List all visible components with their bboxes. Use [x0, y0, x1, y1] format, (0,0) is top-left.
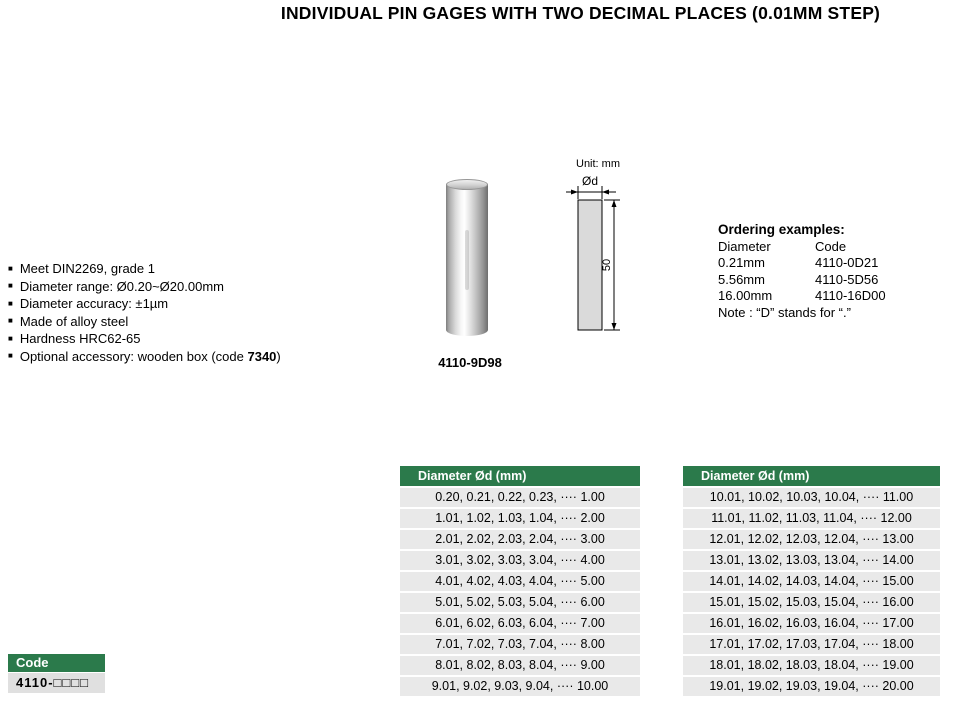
page-title: INDIVIDUAL PIN GAGES WITH TWO DECIMAL PLACES (0.01MM STEP) [280, 3, 881, 23]
feature-item [8, 348, 281, 366]
model-number: 4110-9D98 [438, 355, 502, 370]
code-header: Code [8, 654, 105, 672]
ordering-row [718, 288, 886, 304]
feature-text: Meet DIN2269, grade 1 [19, 261, 155, 277]
table-row: 7.01, 7.02, 7.03, 7.04, ···· 8.00 [400, 635, 640, 654]
ordering-header-row [718, 239, 886, 255]
ordering-title: Ordering examples: [718, 222, 845, 237]
order-code-block [8, 654, 105, 693]
ordering-code: 4110-5D56 [815, 271, 879, 287]
table-row: 8.01, 8.02, 8.03, 8.04, ···· 9.00 [400, 656, 640, 675]
ordering-note: Note : “D” stands for “.” [718, 304, 851, 320]
table-header: Diameter Ød (mm) [683, 466, 940, 486]
ordering-row [718, 272, 886, 288]
ordering-code: 4110-16D00 [815, 288, 886, 304]
table-row: 13.01, 13.02, 13.03, 13.04, ···· 14.00 [683, 551, 940, 570]
feature-item [8, 278, 281, 296]
ordering-col-diameter: Diameter [718, 239, 771, 254]
diameter-dim-label: Ød [581, 174, 599, 188]
table-row: 2.01, 2.02, 2.03, 2.04, ···· 3.00 [400, 530, 640, 549]
bullet-square-icon: ■ [8, 298, 13, 308]
feature-text: Hardness HRC62-65 [19, 331, 141, 347]
pin-engraving [465, 230, 469, 290]
table-row: 17.01, 17.02, 17.03, 17.04, ···· 18.00 [683, 635, 940, 654]
technical-drawing [556, 156, 686, 346]
code-pattern: 4110-□□□□ [8, 673, 105, 693]
pin-top-face [446, 179, 488, 190]
table-row: 0.20, 0.21, 0.22, 0.23, ···· 1.00 [400, 488, 640, 507]
table-row: 12.01, 12.02, 12.03, 12.04, ···· 13.00 [683, 530, 940, 549]
feature-text: Diameter range: Ø0.20~Ø20.00mm [19, 278, 224, 294]
ordering-diameter: 0.21mm [718, 255, 765, 271]
bullet-square-icon: ■ [8, 281, 13, 291]
bullet-square-icon: ■ [8, 333, 13, 343]
feature-list [8, 260, 281, 365]
feature-text: Optional accessory: wooden box (code 7340) [19, 348, 281, 364]
table-row: 3.01, 3.02, 3.03, 3.04, ···· 4.00 [400, 551, 640, 570]
feature-item [8, 295, 281, 313]
table-row: 5.01, 5.02, 5.03, 5.04, ···· 6.00 [400, 593, 640, 612]
unit-label: Unit: mm [576, 158, 620, 170]
ordering-diameter: 5.56mm [718, 271, 765, 287]
diameter-table-right [683, 466, 940, 696]
bullet-square-icon: ■ [8, 316, 13, 326]
ordering-col-code: Code [815, 239, 847, 254]
table-row: 14.01, 14.02, 14.03, 14.04, ···· 15.00 [683, 572, 940, 591]
table-header: Diameter Ød (mm) [400, 466, 640, 486]
table-row: 11.01, 11.02, 11.03, 11.04, ···· 12.00 [683, 509, 940, 528]
ordering-diameter: 16.00mm [718, 288, 773, 304]
diameter-table-left [400, 466, 640, 696]
length-dim-label: 50 [601, 258, 613, 272]
table-row: 15.01, 15.02, 15.03, 15.04, ···· 16.00 [683, 593, 940, 612]
table-row: 19.01, 19.02, 19.03, 19.04, ···· 20.00 [683, 677, 940, 696]
table-row: 1.01, 1.02, 1.03, 1.04, ···· 2.00 [400, 509, 640, 528]
feature-item [8, 260, 281, 278]
feature-text: Made of alloy steel [19, 313, 129, 329]
ordering-row [718, 255, 886, 271]
table-row: 9.01, 9.02, 9.03, 9.04, ···· 10.00 [400, 677, 640, 696]
accessory-code: 7340 [247, 348, 277, 364]
ordering-code: 4110-0D21 [815, 255, 879, 271]
feature-text: Diameter accuracy: ±1µm [19, 296, 169, 312]
ordering-examples [718, 221, 886, 321]
bullet-square-icon: ■ [8, 263, 13, 273]
bullet-square-icon: ■ [8, 351, 13, 361]
feature-item [8, 313, 281, 331]
table-row: 6.01, 6.02, 6.03, 6.04, ···· 7.00 [400, 614, 640, 633]
table-row: 4.01, 4.02, 4.03, 4.04, ···· 5.00 [400, 572, 640, 591]
table-row: 18.01, 18.02, 18.03, 18.04, ···· 19.00 [683, 656, 940, 675]
table-row: 10.01, 10.02, 10.03, 10.04, ···· 11.00 [683, 488, 940, 507]
feature-item [8, 330, 281, 348]
table-row: 16.01, 16.02, 16.03, 16.04, ···· 17.00 [683, 614, 940, 633]
pin-gage-photo [446, 184, 488, 336]
